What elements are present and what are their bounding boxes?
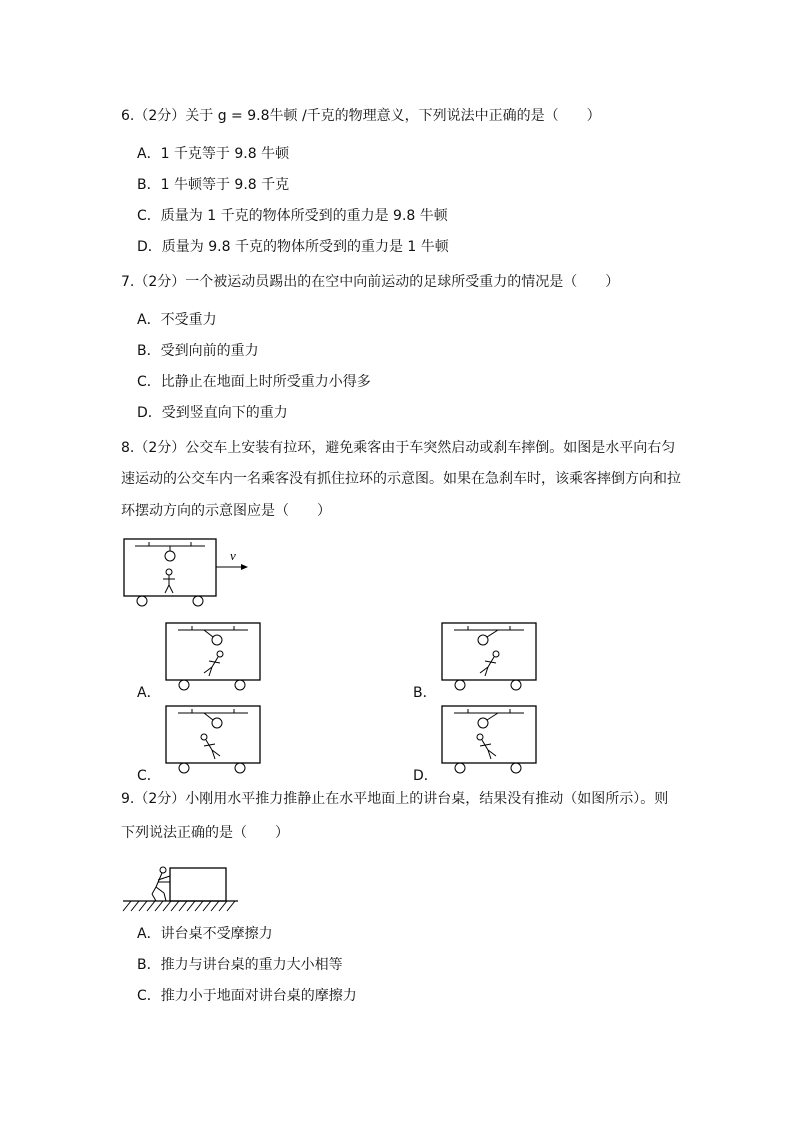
q8-choice-b-label: B． xyxy=(413,685,437,701)
q8-stem-line1: 8.（2分）公交车上安装有拉环，避免乘客由于车突然启动或刹车摔倒。如图是水平向右匀 xyxy=(121,440,676,456)
q6-option-d: D．质量为 9.8 千克的物体所受到的重力是 1 牛顿 xyxy=(137,239,449,255)
q9-option-b: B．推力与讲台桌的重力大小相等 xyxy=(137,957,343,973)
q7-option-a: A．不受重力 xyxy=(137,312,217,328)
q7-stem: 7.（2分）一个被运动员踢出的在空中向前运动的足球所受重力的情况是（ ） xyxy=(121,274,620,290)
q7-option-b: B．受到向前的重力 xyxy=(137,343,259,359)
velocity-label: v xyxy=(230,548,236,563)
q9-stem-line2: 下列说法正确的是（ ） xyxy=(121,825,289,841)
q9-stem-line1: 9.（2分）小刚用水平推力推静止在水平地面上的讲台桌，结果没有推动（如图所示）。则 xyxy=(121,791,669,807)
passenger-standing xyxy=(163,569,175,593)
push-desk-figure xyxy=(118,858,243,918)
wheel-right xyxy=(193,596,203,606)
swing-strap xyxy=(204,630,213,637)
bus-moving-figure xyxy=(120,535,260,610)
q7-option-d: D．受到竖直向下的重力 xyxy=(137,405,288,421)
q6-option-b: B．1 牛顿等于 9.8 千克 xyxy=(137,177,290,193)
person-pushing xyxy=(152,867,170,901)
q6-option-c: C．质量为 1 千克的物体所受到的重力是 9.8 牛顿 xyxy=(137,208,448,224)
arrow-head-icon xyxy=(241,564,248,570)
q8-choice-d-label: D． xyxy=(413,768,438,784)
passenger-falling-backward xyxy=(477,734,496,759)
q7-option-c: C．比静止在地面上时所受重力小得多 xyxy=(137,374,371,390)
q6-option-a: A．1 千克等于 9.8 牛顿 xyxy=(137,146,290,162)
q9-option-c: C．推力小于地面对讲台桌的摩擦力 xyxy=(137,988,357,1004)
bus-choice-b-figure xyxy=(440,621,540,693)
swing-strap xyxy=(487,630,498,637)
q8-stem-line2: 速运动的公交车内一名乘客没有抓住拉环的示意图。如果在急刹车时，该乘客摔倒方向和拉 xyxy=(121,471,681,487)
hand-ring xyxy=(165,551,175,561)
wheel-left xyxy=(137,596,147,606)
ground-hatching xyxy=(123,901,235,911)
swing-strap xyxy=(487,713,498,720)
passenger-falling-backward xyxy=(201,734,220,759)
hand-ring xyxy=(478,635,488,645)
passenger-falling-forward xyxy=(204,651,223,676)
hand-ring xyxy=(478,718,488,728)
q8-choice-a-label: A． xyxy=(137,685,161,701)
swing-strap xyxy=(204,713,213,720)
bus-choice-c-figure xyxy=(164,704,264,776)
hand-ring xyxy=(212,635,222,645)
q6-stem: 6.（2分）关于 g = 9.8牛顿 /千克的物理意义，下列说法中正确的是（ ） xyxy=(121,108,601,124)
bus-choice-d-figure xyxy=(440,704,540,776)
hand-ring xyxy=(212,718,222,728)
bus-choice-a-figure xyxy=(164,621,264,693)
q8-stem-line3: 环摆动方向的示意图应是（ ） xyxy=(121,503,331,519)
q8-choice-c-label: C． xyxy=(137,768,161,784)
q9-option-a: A．讲台桌不受摩擦力 xyxy=(137,926,273,942)
desk xyxy=(170,868,226,901)
passenger-falling-forward xyxy=(480,651,499,676)
